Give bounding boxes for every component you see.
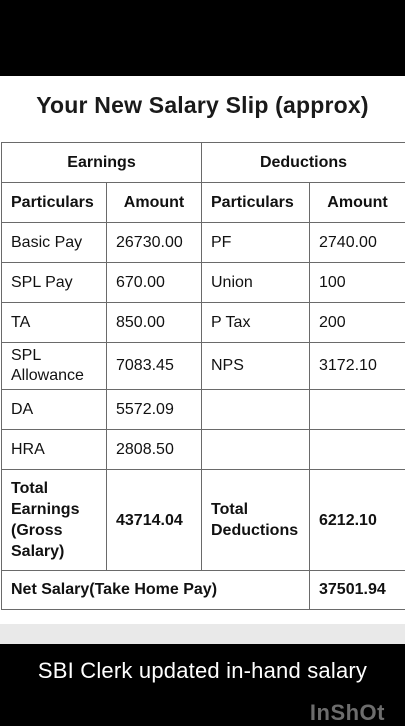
- total-deductions-line: Total: [211, 501, 248, 518]
- deduction-amount: 200: [310, 303, 405, 343]
- deduction-amount: 3172.10: [310, 343, 405, 390]
- deductions-header: Deductions: [202, 143, 405, 183]
- card-bottom-strip: [0, 624, 405, 644]
- deduction-label: Union: [202, 263, 310, 303]
- top-black-band: [0, 0, 405, 76]
- deduction-label: [202, 390, 310, 430]
- earning-amount: 670.00: [107, 263, 202, 303]
- salary-slip-card: [0, 76, 405, 624]
- deduction-label: NPS: [202, 343, 310, 390]
- total-earnings-line: Salary): [11, 543, 64, 560]
- earning-label: DA: [2, 390, 107, 430]
- column-header-row: [2, 183, 405, 223]
- total-deductions-amount: 6212.10: [310, 470, 405, 571]
- table-row: [2, 263, 405, 303]
- earning-label-line: SPL: [11, 347, 41, 364]
- earning-label: HRA: [2, 430, 107, 470]
- totals-row: [2, 470, 405, 571]
- net-salary-amount: 37501.94: [310, 571, 405, 610]
- video-caption: SBI Clerk updated in-hand salary: [0, 648, 405, 694]
- deduction-amount: [310, 430, 405, 470]
- earning-amount: 7083.45: [107, 343, 202, 390]
- total-earnings-line: (Gross: [11, 522, 63, 539]
- deduction-label: P Tax: [202, 303, 310, 343]
- table-row: [2, 390, 405, 430]
- deduction-amount: [310, 390, 405, 430]
- total-earnings-line: Earnings: [11, 501, 79, 518]
- earning-label: TA: [2, 303, 107, 343]
- slip-title: Your New Salary Slip (approx): [0, 76, 405, 140]
- table-row: [2, 303, 405, 343]
- earning-label: [2, 343, 107, 390]
- earning-label: SPL Pay: [2, 263, 107, 303]
- total-earnings-amount: 43714.04: [107, 470, 202, 571]
- total-earnings-label: [2, 470, 107, 571]
- earning-label-line: Allowance: [11, 367, 84, 384]
- net-salary-row: [2, 571, 405, 610]
- earning-label: Basic Pay: [2, 223, 107, 263]
- earnings-header: Earnings: [2, 143, 202, 183]
- total-earnings-line: Total: [11, 480, 48, 497]
- deduction-label: [202, 430, 310, 470]
- earnings-amount-header: Amount: [107, 183, 202, 223]
- table-row: [2, 343, 405, 390]
- table-row: [2, 430, 405, 470]
- earnings-particulars-header: Particulars: [2, 183, 107, 223]
- earning-amount: 850.00: [107, 303, 202, 343]
- inshot-watermark: InShOt: [310, 700, 385, 726]
- total-deductions-label: [202, 470, 310, 571]
- deductions-amount-header: Amount: [310, 183, 405, 223]
- deduction-label: PF: [202, 223, 310, 263]
- salary-table: [1, 142, 405, 610]
- net-salary-label: Net Salary(Take Home Pay): [2, 571, 310, 610]
- earning-amount: 5572.09: [107, 390, 202, 430]
- table-row: [2, 223, 405, 263]
- earning-amount: 2808.50: [107, 430, 202, 470]
- earning-amount: 26730.00: [107, 223, 202, 263]
- deduction-amount: 100: [310, 263, 405, 303]
- deductions-particulars-header: Particulars: [202, 183, 310, 223]
- deduction-amount: 2740.00: [310, 223, 405, 263]
- section-header-row: [2, 143, 405, 183]
- total-deductions-line: Deductions: [211, 522, 298, 539]
